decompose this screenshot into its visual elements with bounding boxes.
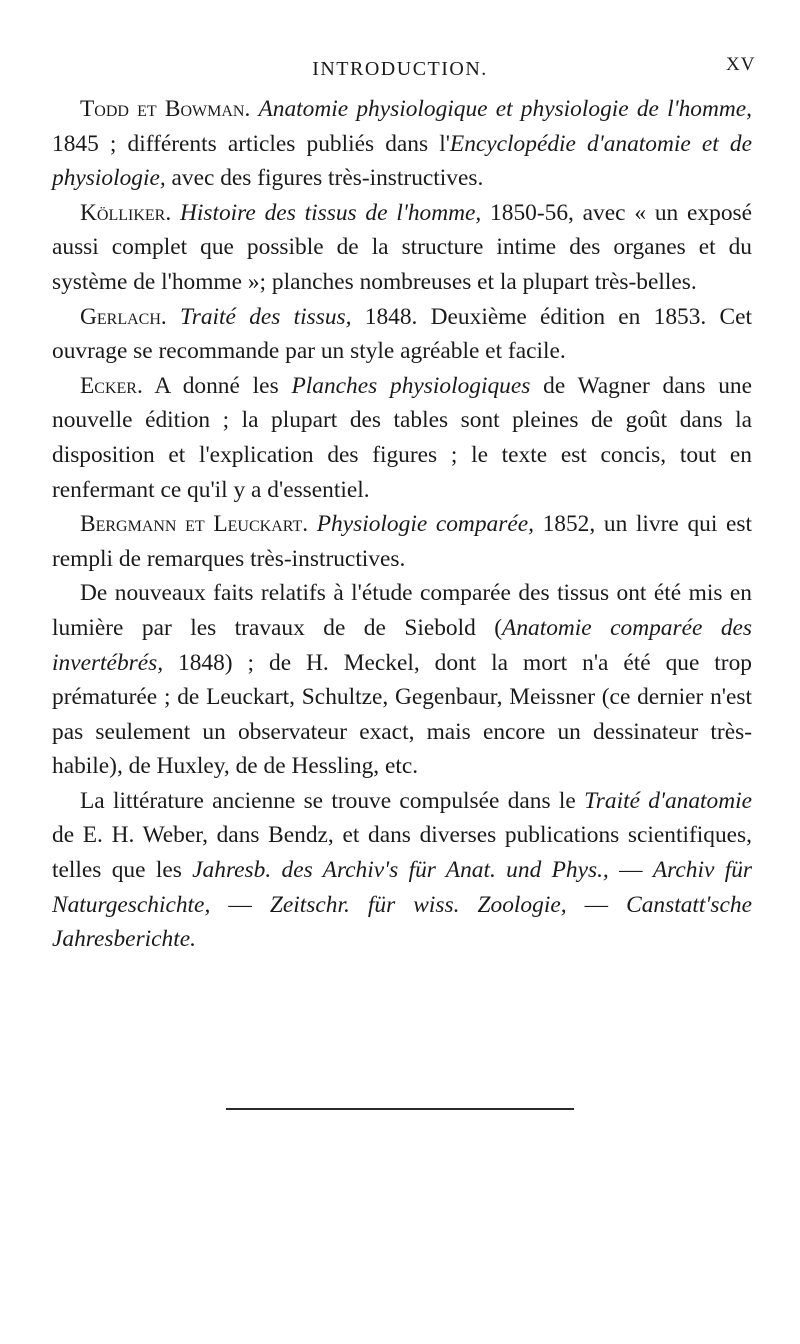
entry-text: A donné les (142, 372, 292, 399)
entry-title: Planches physiologiques (291, 372, 531, 399)
paragraph-separator: — (608, 857, 653, 884)
entry-author: Kölliker. (80, 199, 172, 226)
entry-text-secondary: de Wagner dans une nouvelle édition ; la plupart des tables sont pleines de goût dans la disposition et l'explication des figures ; le texte est concis, tout en renfermant ce qu'il y a d'essentiel. (52, 372, 752, 503)
paragraph-title-canstatt: Canstatt'sche Jahresberichte. (52, 891, 752, 953)
paragraph-title: Anatomie comparée des invertébrés, (52, 614, 753, 676)
paragraph-title-archiv: Archiv für Naturgeschichte, (52, 857, 752, 918)
entry-title: Physiologie comparée, (316, 511, 534, 538)
bibliography-entry-bergmann-leuckart (52, 507, 752, 576)
entry-title: Anatomie physiologique et physiologie de l'homme, (258, 96, 752, 122)
section-rule (226, 1108, 574, 1110)
entry-text: 1848. Deuxième édition en 1853. Cet ouvrage se recommande par un style agréable et facile. (52, 303, 752, 365)
paragraph-title-zeitschr: Zeitschr. für wiss. Zoologie, (269, 891, 567, 918)
entry-text: 1852, un livre qui est rempli de remarques très-instructives. (52, 511, 752, 572)
bibliography-entry-todd-bowman (52, 92, 752, 196)
page-body (52, 92, 752, 957)
entry-text: 1845 ; différents articles publiés dans l' (52, 130, 450, 157)
entry-text-secondary: avec des figures très-instructives. (165, 165, 484, 192)
bibliography-entry-kolliker (52, 196, 752, 300)
entry-author: Todd et Bowman. (80, 96, 251, 122)
entry-text: 1850-56, avec « un exposé aussi complet que possible de la structure intime des organes et du système de l'homme »; planches nombreuses et la plupart très-belles. (52, 199, 752, 295)
entry-author: Gerlach. (80, 303, 167, 330)
entry-title: Traité des tissus, (180, 303, 352, 330)
entry-title-secondary: Encyclopédie d'anatomie et de physiologie, (52, 130, 752, 192)
paragraph-title: Traité d'anatomie (584, 787, 752, 814)
paragraph-literature (52, 784, 752, 957)
paragraph-separator: — (210, 891, 270, 918)
paragraph-text: La littérature ancienne se trouve compulsée dans le (80, 787, 585, 814)
bibliography-entry-gerlach (52, 300, 752, 369)
bibliography-entry-ecker (52, 369, 752, 507)
entry-title: Histoire des tissus de l'homme, (180, 199, 482, 226)
running-title: INTRODUCTION. (312, 58, 488, 80)
paragraph-title-jahresb: Jahresb. des Archiv's für Anat. und Phys., (192, 857, 609, 884)
page-number: XV (726, 54, 756, 75)
paragraph-separator: — (566, 891, 627, 918)
paragraph-text: De nouveaux faits relatifs à l'étude comparée des tissus ont été mis en lumière par les travaux de de Siebold ( (52, 580, 752, 641)
entry-author: Bergmann et Leuckart. (80, 511, 309, 538)
entry-author: Ecker. (80, 372, 143, 399)
paragraph-new-facts (52, 576, 752, 784)
paragraph-text-secondary: 1848) ; de H. Meckel, dont la mort n'a été que trop prématurée ; de Leuckart, Schultze, Gegenbaur, Meissner (ce dernier n'est pas seulement un observateur exact, mais encore un dessinateur très-habile), de Huxley, de de Hessling, etc. (52, 649, 752, 780)
paragraph-text-secondary: de E. H. Weber, dans Bendz, et dans diverses publications scientifiques, telles que les (52, 822, 752, 884)
